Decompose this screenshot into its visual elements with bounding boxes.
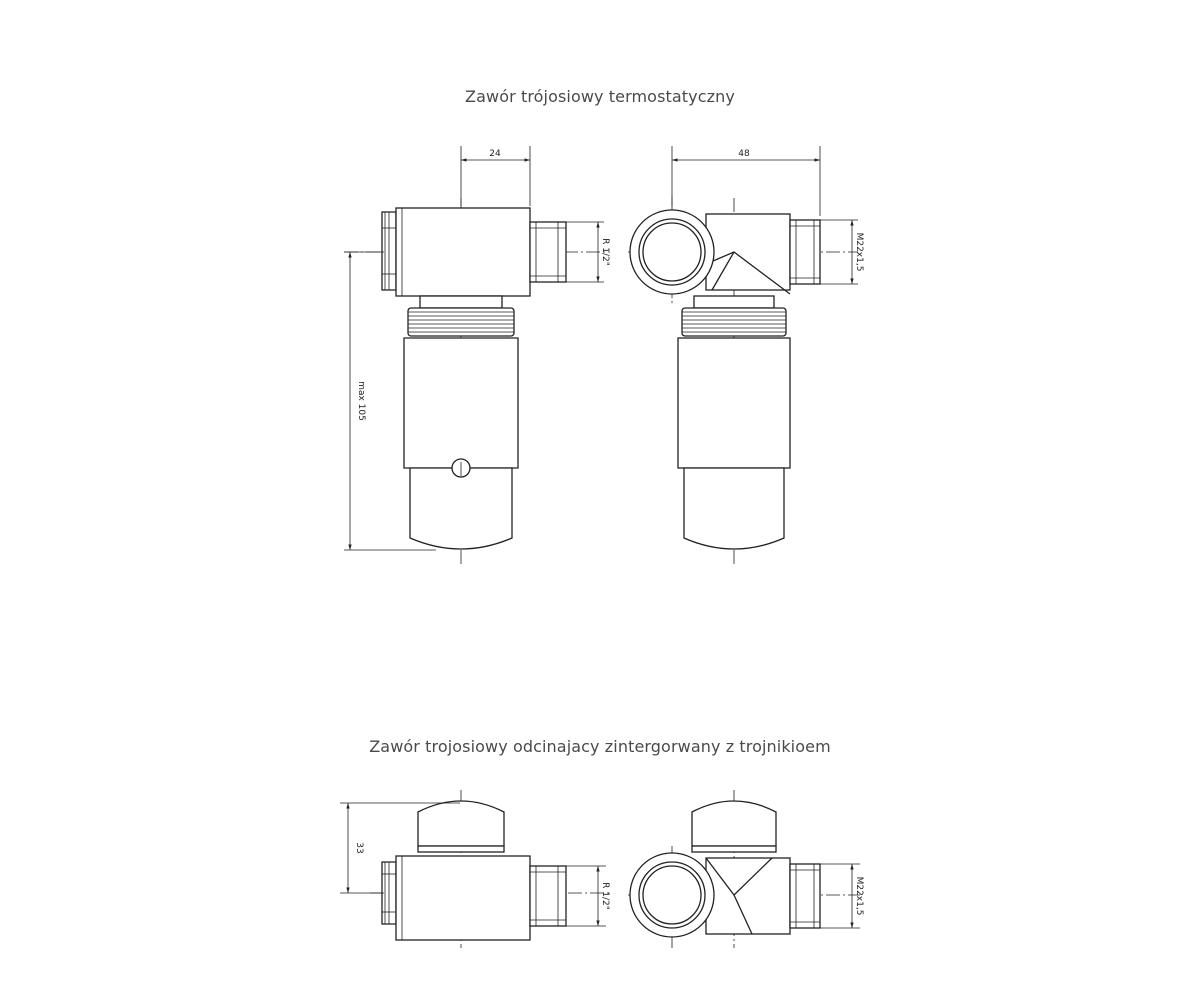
- valve-body: [396, 208, 530, 296]
- thermostatic-cap: [684, 468, 784, 549]
- valve-body: [706, 858, 790, 934]
- threaded-outlet: [530, 222, 566, 282]
- dimension-label-width-front: 48: [738, 149, 750, 159]
- shutoff-cap: [692, 801, 776, 846]
- valve-neck: [420, 296, 502, 308]
- threaded-outlet: [790, 864, 820, 928]
- dimension-label-height-max: max 105: [356, 381, 366, 421]
- thermostatic-valve-side-view: [344, 146, 610, 566]
- dimension-label-thread-r: R 1/2": [600, 238, 610, 266]
- thermostatic-cap: [410, 468, 512, 549]
- thermostatic-valve-front-view: [628, 146, 864, 566]
- thermostatic-head: [678, 338, 790, 468]
- threaded-outlet: [790, 220, 820, 284]
- diagram-title-shutoff-valve: Zawór trojosiowy odcinajacy zintergorwany z trojnikioem: [369, 737, 831, 756]
- thermostatic-head: [404, 338, 518, 468]
- threaded-outlet: [530, 866, 566, 926]
- dimension-label-width-side: 24: [489, 149, 501, 159]
- dimension-label-height-cap: 33: [354, 842, 364, 854]
- diagram-title-thermostatic-valve: Zawór trójosiowy termostatyczny: [465, 87, 735, 106]
- valve-body: [396, 856, 530, 940]
- shutoff-cap: [418, 801, 504, 846]
- shutoff-valve-front-view: [628, 790, 864, 948]
- dimension-label-thread-m: M22x1,5: [854, 232, 864, 272]
- shutoff-valve-side-view: [340, 790, 612, 948]
- dimension-label-thread-r: R 1/2": [600, 882, 610, 910]
- dimension-label-thread-m: M22x1,5: [854, 876, 864, 916]
